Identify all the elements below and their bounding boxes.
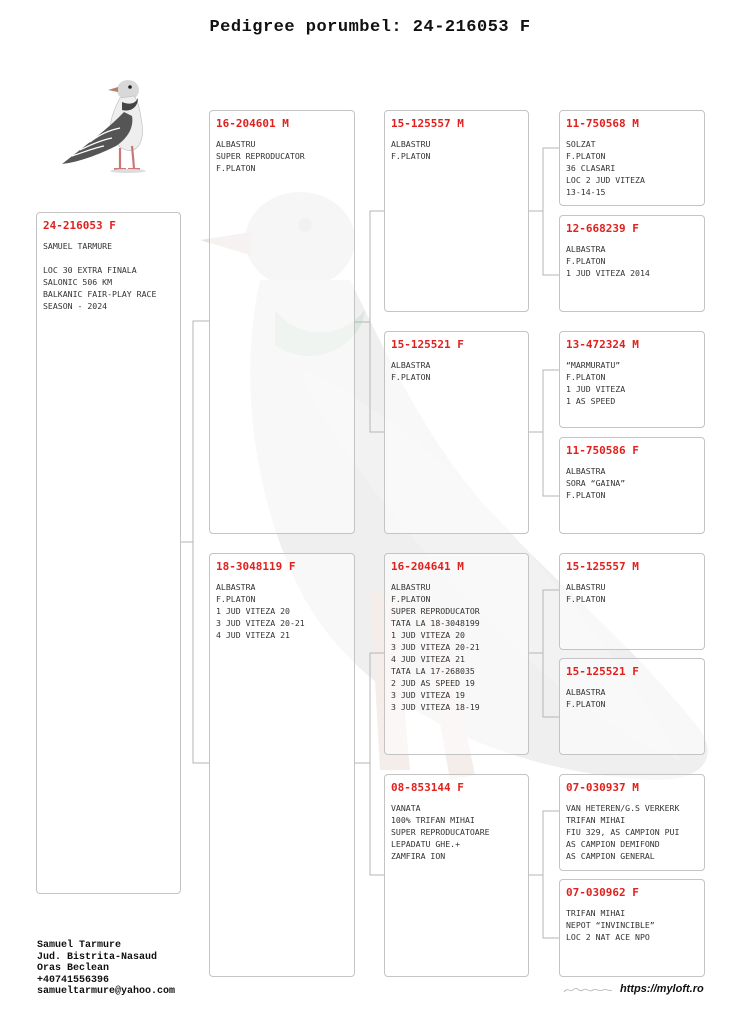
dam-sire-line: TATA LA 18-3048199 [391, 618, 480, 628]
dsd-line: F.PLATON [566, 699, 606, 709]
subject-line: LOC 30 EXTRA FINALA [43, 265, 137, 275]
sss-card [559, 110, 705, 206]
ssd-line: F.PLATON [566, 256, 606, 266]
website-link[interactable]: https://myloft.ro [620, 983, 704, 995]
dds-ring: 07-030937 M [566, 781, 639, 794]
owner-email[interactable]: samueltarmure@yahoo.com [37, 986, 176, 997]
dds-line: AS CAMPION GENERAL [566, 851, 655, 861]
dam-sire-line: 1 JUD VITEZA 20 [391, 630, 465, 640]
sdd-line: SORA “GAINA” [566, 478, 626, 488]
dss-line: ALBASTRU [566, 582, 606, 592]
dam-sire-line: 3 JUD VITEZA 19 [391, 690, 465, 700]
signature-logo [562, 984, 614, 996]
dds-line: AS CAMPION DEMIFOND [566, 839, 660, 849]
owner-city: Oras Beclean [37, 963, 110, 974]
owner-contact [37, 940, 175, 998]
sss-line: 36 CLASARI [566, 163, 616, 173]
sire-line: SUPER REPRODUCATOR [216, 151, 305, 161]
ddd-card [559, 879, 705, 977]
sdd-card [559, 437, 705, 534]
ddd-line: NEPOT “INVINCIBLE” [566, 920, 655, 930]
dss-line: F.PLATON [566, 594, 606, 604]
sire-line: F.PLATON [216, 163, 256, 173]
dam-sire-line: ALBASTRU [391, 582, 431, 592]
ssd-ring: 12-668239 F [566, 222, 639, 235]
ssd-card [559, 215, 705, 312]
sdd-ring: 11-750586 F [566, 444, 639, 457]
dam-sire-line: TATA LA 17-268035 [391, 666, 475, 676]
dam-sire-line: 4 JUD VITEZA 21 [391, 654, 465, 664]
subject-line: SEASON - 2024 [43, 301, 108, 311]
sdd-line: F.PLATON [566, 490, 606, 500]
dam-dam-ring: 08-853144 F [391, 781, 464, 794]
dam-sire-line: 2 JUD AS SPEED 19 [391, 678, 475, 688]
sire-sire-card [384, 110, 529, 312]
ssd-line: ALBASTRA [566, 244, 606, 254]
dds-line: VAN HETEREN/G.S VERKERK [566, 803, 680, 813]
sire-line: ALBASTRU [216, 139, 256, 149]
subject-ring: 24-216053 F [43, 219, 116, 232]
sdd-line: ALBASTRA [566, 466, 606, 476]
sire-sire-line: F.PLATON [391, 151, 431, 161]
sds-line: F.PLATON [566, 372, 606, 382]
dam-sire-ring: 16-204641 M [391, 560, 464, 573]
dam-line: F.PLATON [216, 594, 256, 604]
ddd-line: LOC 2 NAT ACE NPO [566, 932, 650, 942]
dam-dam-line: ZAMFIRA ION [391, 851, 446, 861]
dam-sire-line: 3 JUD VITEZA 18-19 [391, 702, 480, 712]
dam-dam-card [384, 774, 529, 977]
dam-sire-line: F.PLATON [391, 594, 431, 604]
dss-card [559, 553, 705, 650]
subject-line: SAMUEL TARMURE [43, 241, 113, 251]
sire-sire-line: ALBASTRU [391, 139, 431, 149]
dam-sire-card [384, 553, 529, 755]
dam-dam-line: SUPER REPRODUCATOARE [391, 827, 490, 837]
sire-dam-card [384, 331, 529, 534]
sss-line: SOLZAT [566, 139, 596, 149]
dds-card [559, 774, 705, 871]
dam-line: ALBASTRA [216, 582, 256, 592]
dds-line: TRIFAN MIHAI [566, 815, 626, 825]
ddd-ring: 07-030962 F [566, 886, 639, 899]
dam-line: 3 JUD VITEZA 20-21 [216, 618, 305, 628]
sire-dam-line: F.PLATON [391, 372, 431, 382]
dsd-ring: 15-125521 F [566, 665, 639, 678]
dam-dam-line: LEPADATU GHE.+ [391, 839, 461, 849]
dam-sire-line: SUPER REPRODUCATOR [391, 606, 480, 616]
subject-spacer [43, 252, 174, 264]
dds-line: FIU 329, AS CAMPION PUI [566, 827, 680, 837]
dss-ring: 15-125557 M [566, 560, 639, 573]
sss-line: 13-14-15 [566, 187, 606, 197]
sire-dam-ring: 15-125521 F [391, 338, 464, 351]
dam-line: 4 JUD VITEZA 21 [216, 630, 290, 640]
sds-line: 1 JUD VITEZA [566, 384, 626, 394]
ssd-line: 1 JUD VITEZA 2014 [566, 268, 650, 278]
dsd-card [559, 658, 705, 755]
sds-ring: 13-472324 M [566, 338, 639, 351]
sss-line: LOC 2 JUD VITEZA [566, 175, 645, 185]
owner-county: Jud. Bistrita-Nasaud [37, 951, 158, 963]
sds-line: 1 AS SPEED [566, 396, 616, 406]
subject-card [36, 212, 181, 894]
sds-line: “MARMURATU” [566, 360, 621, 370]
subject-line: SALONIC 506 KM [43, 277, 113, 287]
dsd-line: ALBASTRA [566, 687, 606, 697]
page-title: Pedigree porumbel: 24-216053 F [209, 18, 531, 37]
sds-card [559, 331, 705, 428]
sire-card [209, 110, 355, 534]
owner-phone: +40741556396 [37, 974, 110, 986]
sire-sire-ring: 15-125557 M [391, 117, 464, 130]
dam-card [209, 553, 355, 977]
dam-line: 1 JUD VITEZA 20 [216, 606, 290, 616]
sss-line: F.PLATON [566, 151, 606, 161]
sire-dam-line: ALBASTRA [391, 360, 431, 370]
dam-dam-line: VANATA [391, 803, 421, 813]
subject-line: BALKANIC FAIR-PLAY RACE [43, 289, 157, 299]
dam-ring: 18-3048119 F [216, 560, 296, 573]
sss-ring: 11-750568 M [566, 117, 639, 130]
sire-ring: 16-204601 M [216, 117, 289, 130]
ddd-line: TRIFAN MIHAI [566, 908, 626, 918]
dam-dam-line: 100% TRIFAN MIHAI [391, 815, 475, 825]
dam-sire-line: 3 JUD VITEZA 20-21 [391, 642, 480, 652]
owner-name: Samuel Tarmure [37, 940, 122, 951]
